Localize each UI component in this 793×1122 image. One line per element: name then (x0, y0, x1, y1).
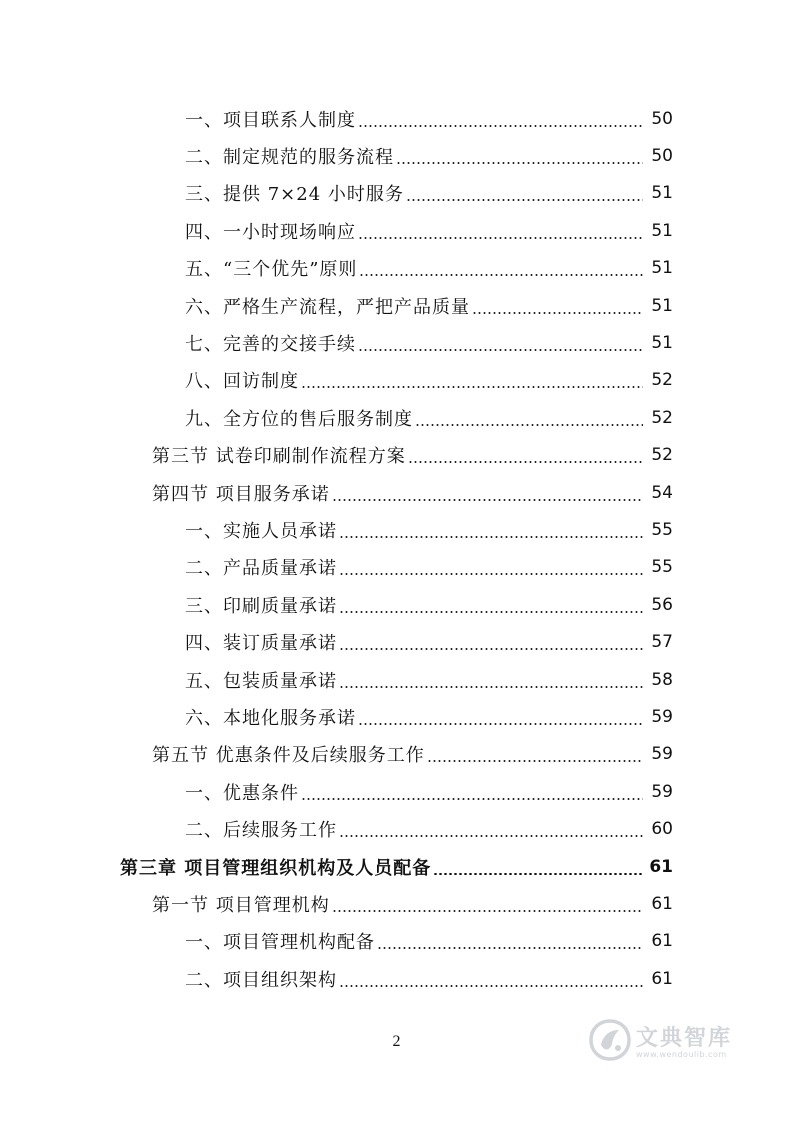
toc-entry[interactable] (0, 661, 793, 698)
toc-entry-title: 第一节 项目管理机构 (152, 894, 330, 916)
toc-entry-title: 一、实施人员承诺 (185, 520, 337, 542)
toc-dot-leader (332, 910, 643, 912)
toc-dot-leader (472, 312, 643, 314)
toc-entry-title: 五、包装质量承诺 (185, 670, 337, 692)
toc-entry-page: 54 (651, 482, 673, 503)
toc-entry[interactable] (0, 362, 793, 399)
toc-entry-title: 第三节 试卷印刷制作流程方案 (152, 446, 406, 468)
toc-entry-page: 51 (651, 258, 673, 279)
toc-entry-page: 52 (651, 407, 673, 428)
toc-entry-page: 55 (651, 519, 673, 540)
toc-dot-leader (406, 199, 643, 201)
toc-entry-title: 第五节 优惠条件及后续服务工作 (152, 745, 425, 767)
toc-dot-leader (358, 349, 643, 351)
toc-dot-leader (339, 648, 643, 650)
toc-entry[interactable] (0, 212, 793, 249)
toc-entry[interactable] (0, 250, 793, 287)
toc-entry-title: 九、全方位的售后服务制度 (185, 408, 413, 430)
toc-entry[interactable] (0, 287, 793, 324)
toc-entry-page: 51 (651, 333, 673, 354)
toc-entry-title: 六、本地化服务承诺 (185, 707, 356, 729)
toc-dot-leader (427, 760, 643, 762)
toc-entry[interactable] (0, 586, 793, 623)
toc-entry-section[interactable] (0, 437, 793, 474)
toc-dot-leader (358, 237, 643, 239)
toc-entry[interactable] (0, 623, 793, 660)
toc-entry[interactable] (0, 549, 793, 586)
toc-entry[interactable] (0, 324, 793, 361)
toc-entry-page: 57 (651, 632, 673, 653)
toc-entry-page: 61 (651, 931, 673, 952)
toc-dot-leader (339, 686, 643, 688)
toc-entry-section[interactable] (0, 885, 793, 922)
toc-dot-leader (339, 573, 643, 575)
toc-entry-page: 55 (651, 557, 673, 578)
toc-entry-page: 58 (651, 669, 673, 690)
toc-entry-title: 五、“三个优先”原则 (185, 259, 358, 281)
watermark-brand: 文典智库 (636, 1026, 733, 1051)
toc-entry-page: 60 (651, 819, 673, 840)
toc-entry-title: 第四节 项目服务承诺 (152, 483, 330, 505)
toc-entry[interactable] (0, 773, 793, 810)
toc-entry-title: 二、项目组织架构 (185, 969, 337, 991)
toc-dot-leader (396, 162, 643, 164)
toc-dot-leader (377, 947, 643, 949)
toc-entry-section[interactable] (0, 474, 793, 511)
toc-dot-leader (408, 461, 643, 463)
toc-entry-title: 四、装订质量承诺 (185, 633, 337, 655)
toc-entry-section[interactable] (0, 736, 793, 773)
toc-entry-title: 二、产品质量承诺 (185, 558, 337, 580)
toc-entry-title: 第三章 项目管理组织机构及人员配备 (120, 857, 432, 879)
toc-entry-title: 三、提供 7×24 小时服务 (185, 184, 404, 206)
toc-entry-title: 一、优惠条件 (185, 782, 299, 804)
toc-entry[interactable] (0, 698, 793, 735)
toc-dot-leader (301, 798, 643, 800)
toc-entry[interactable] (0, 960, 793, 997)
toc-entry-title: 八、回访制度 (185, 371, 299, 393)
toc-entry-page: 52 (651, 370, 673, 391)
toc-entry-page: 52 (651, 445, 673, 466)
toc-entry-title: 三、印刷质量承诺 (185, 595, 337, 617)
toc-entry-title: 六、严格生产流程，严把产品质量 (185, 296, 470, 318)
toc-entry-page: 61 (651, 968, 673, 989)
toc-dot-leader (339, 536, 643, 538)
toc-entry-title: 一、项目管理机构配备 (185, 932, 375, 954)
toc-entry-page: 59 (651, 781, 673, 802)
toc-dot-leader (433, 873, 643, 875)
toc-entry[interactable] (0, 923, 793, 960)
toc-entry[interactable] (0, 399, 793, 436)
toc-dot-leader (359, 274, 643, 276)
toc-entry-page: 51 (651, 295, 673, 316)
wendian-logo-icon (588, 1018, 632, 1062)
toc-entry[interactable] (0, 511, 793, 548)
toc-entry-title: 二、后续服务工作 (185, 820, 337, 842)
toc-entry-page: 61 (649, 856, 673, 877)
toc-entry-page: 51 (651, 220, 673, 241)
toc-dot-leader (358, 723, 643, 725)
toc-entry-page: 50 (651, 108, 673, 129)
toc-entry[interactable] (0, 137, 793, 174)
toc-entry-title: 七、完善的交接手续 (185, 334, 356, 356)
toc-entry-page: 56 (651, 594, 673, 615)
watermark (588, 1018, 732, 1062)
toc-entry-chapter[interactable] (0, 848, 793, 885)
page-number: 2 (392, 1033, 401, 1050)
toc-dot-leader (301, 386, 643, 388)
watermark-text (636, 1021, 732, 1059)
toc-entry[interactable] (0, 100, 793, 137)
toc-entry-page: 61 (651, 893, 673, 914)
toc-dot-leader (332, 499, 643, 501)
table-of-contents (0, 100, 793, 997)
toc-entry-title: 一、项目联系人制度 (185, 109, 356, 131)
toc-entry-page: 59 (651, 744, 673, 765)
toc-dot-leader (339, 985, 643, 987)
toc-dot-leader (339, 611, 643, 613)
toc-entry-page: 51 (651, 183, 673, 204)
toc-entry-title: 二、制定规范的服务流程 (185, 147, 394, 169)
toc-dot-leader (339, 835, 643, 837)
toc-entry[interactable] (0, 810, 793, 847)
toc-dot-leader (358, 125, 643, 127)
toc-dot-leader (415, 424, 643, 426)
toc-entry-page: 50 (651, 146, 673, 167)
toc-entry-title: 四、一小时现场响应 (185, 221, 356, 243)
watermark-url: www.wendoulib.com (636, 1050, 727, 1059)
toc-entry-page: 59 (651, 706, 673, 727)
toc-entry[interactable] (0, 175, 793, 212)
